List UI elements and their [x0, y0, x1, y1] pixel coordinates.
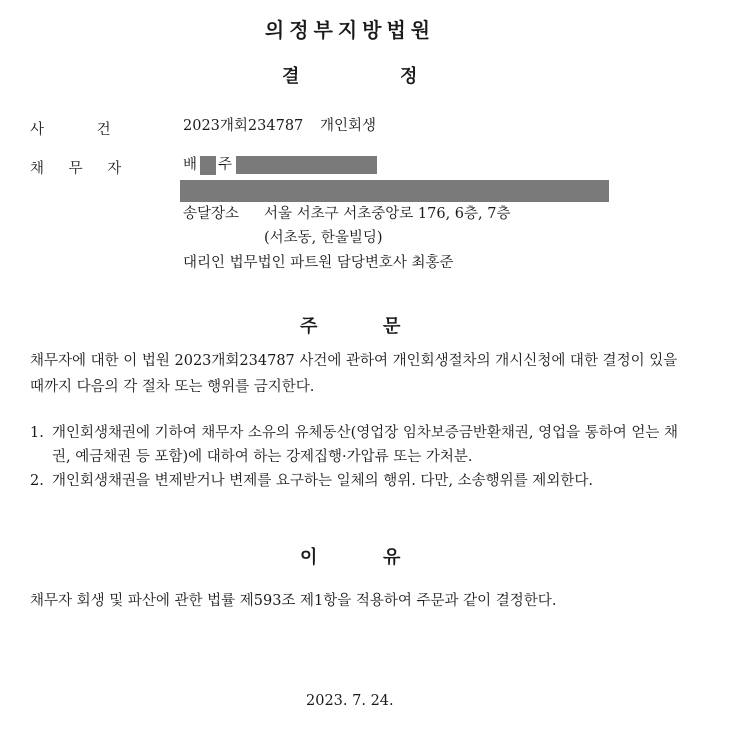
order-text: 개인회생채권을 변제받거나 변제를 요구하는 일체의 행위. 다만, 소송행위를 제외한다.	[52, 473, 593, 489]
service-label: 송달장소	[183, 206, 240, 222]
redaction-address	[180, 180, 609, 202]
decision-date: 2023. 7. 24.	[306, 693, 394, 709]
redaction-name	[200, 156, 216, 175]
order-item	[30, 469, 690, 493]
order-intro: 채무자에 대한 이 법원 2023개회234787 사건에 관하여 개인회생절차의 개시신청에 대한 결정이 있을 때까지 다음의 각 절차 또는 행위를 금지한다.	[30, 353, 678, 395]
debtor-label: 채 무 자	[30, 161, 122, 177]
court-name: 의정부지방법원	[264, 18, 436, 42]
reason-heading-right: 유	[383, 547, 401, 568]
case-type: 개인회생	[320, 118, 377, 134]
order-number: 2.	[30, 473, 44, 489]
order-number: 1.	[30, 425, 44, 441]
reason-heading-left: 이	[300, 547, 318, 568]
service-address-detail: (서초동, 한울빌딩)	[264, 230, 383, 246]
orders-list	[30, 421, 690, 493]
case-label: 사 건	[30, 122, 111, 138]
case-number: 2023개회234787	[183, 118, 304, 134]
agent: 대리인 법무법인 파트원 담당변호사 최홍준	[183, 255, 454, 271]
debtor-name-first: 배	[183, 157, 198, 173]
debtor-name-last: 주	[218, 157, 233, 173]
order-text: 개인회생채권에 기하여 채무자 소유의 유체동산(영업장 임차보증금반환채권, 영업을 통하여 얻는 채권, 예금채권 등 포함)에 대하여 하는 강제집행·가압류 또는 가처분.	[52, 425, 679, 465]
decision-title-left: 결	[282, 66, 300, 87]
order-heading-right: 문	[383, 316, 401, 337]
reason-text: 채무자 회생 및 파산에 관한 법률 제593조 제1항을 적용하여 주문과 같이 결정한다.	[30, 593, 557, 609]
service-address: 서울 서초구 서초중앙로 176, 6층, 7층	[264, 206, 511, 222]
redaction-id	[236, 156, 377, 174]
order-heading-left: 주	[300, 316, 318, 337]
order-item	[30, 421, 690, 469]
decision-title-right: 정	[400, 66, 418, 87]
